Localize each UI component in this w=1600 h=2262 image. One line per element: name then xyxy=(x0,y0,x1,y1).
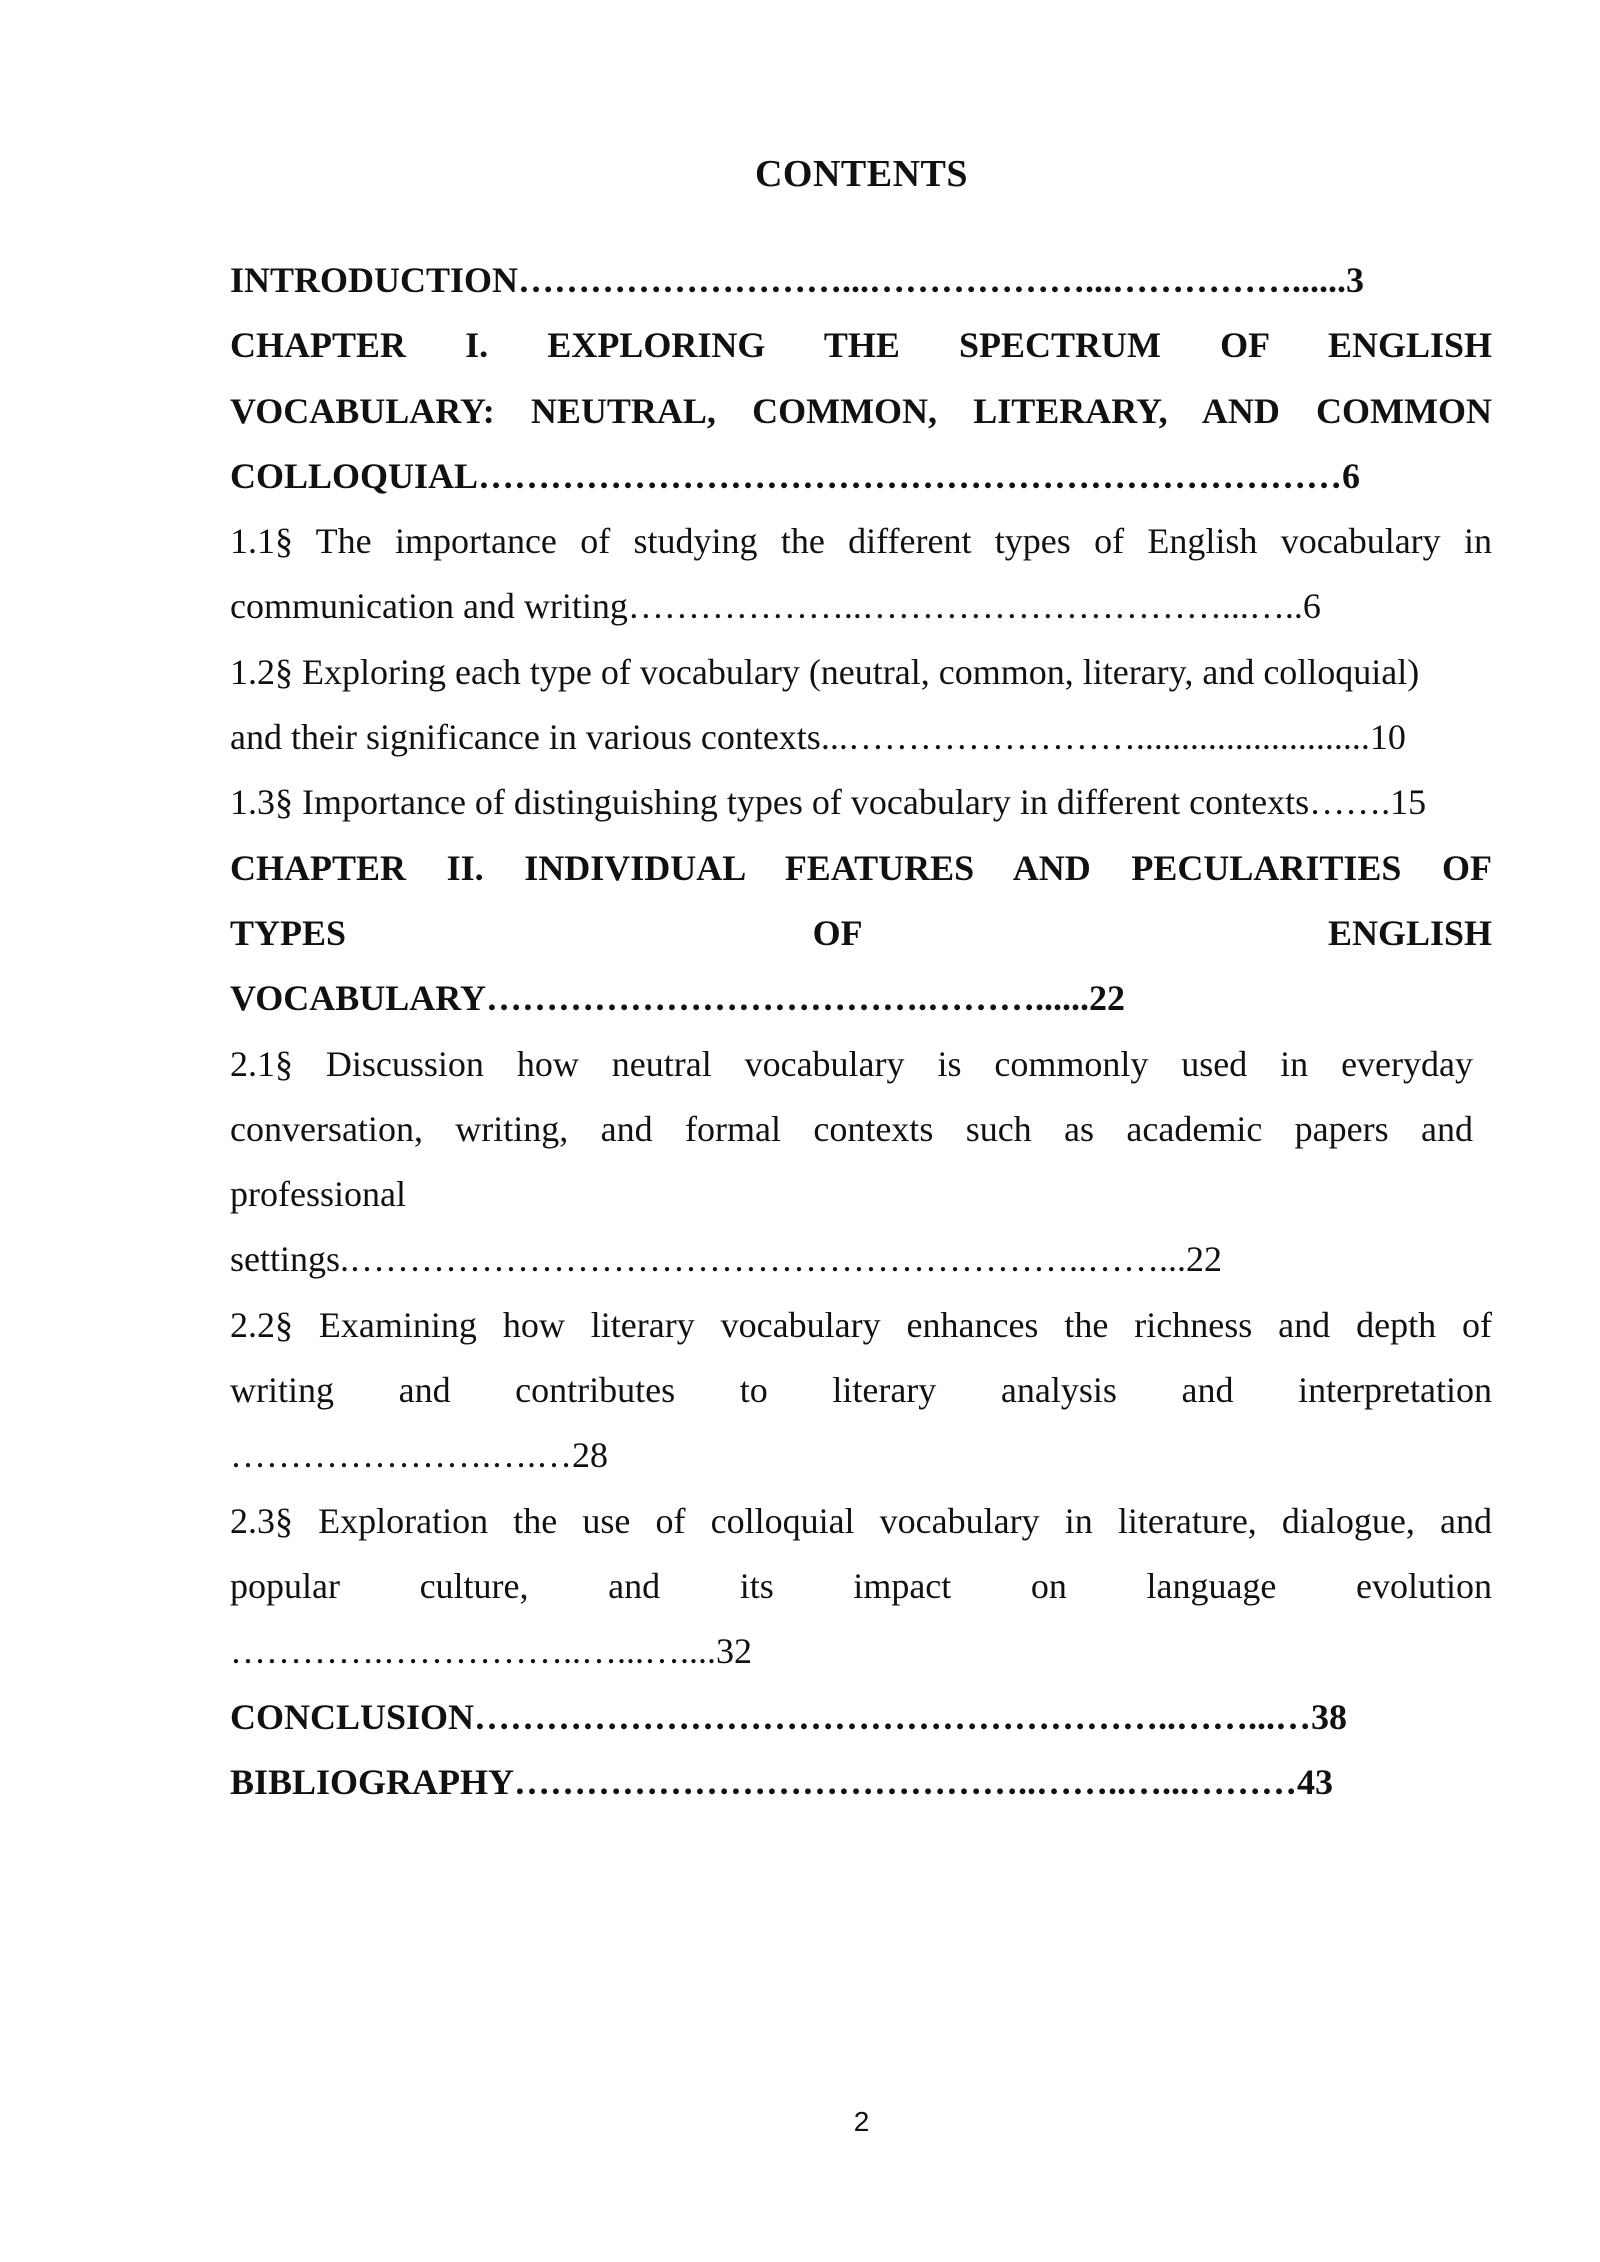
toc-chapter-1-title-line-2[interactable]: VOCABULARY: NEUTRAL, COMMON, LITERARY, AND COMMON xyxy=(230,390,1492,431)
page-title: CONTENTS xyxy=(754,153,969,195)
toc-entry-introduction[interactable]: INTRODUCTION………………………...………………...……………......3 xyxy=(230,260,1365,300)
toc-entry-2-2-line-3[interactable]: ………………….….…28 xyxy=(230,1435,608,1476)
toc-chapter-1-title-line-1[interactable]: CHAPTER I. EXPLORING THE SPECTRUM OF ENGLISH xyxy=(230,325,1492,366)
toc-entry-2-2-line-2[interactable]: writing and contributes to literary analysis and interpretation xyxy=(230,1370,1492,1411)
toc-chapter-2-title-line-1[interactable]: CHAPTER II. INDIVIDUAL FEATURES AND PECULARITIES OF xyxy=(230,847,1492,888)
toc-entry-1-2-line-2[interactable]: and their significance in various contexts...……………………..........................10 xyxy=(230,717,1406,758)
page-number: 2 xyxy=(853,2106,870,2137)
toc-entry-bibliography[interactable]: BIBLIOGRAPHY……………………………………..……..…...………43 xyxy=(230,1761,1334,1802)
toc-chapter-2-title-line-3[interactable]: VOCABULARY……………………………….………......22 xyxy=(230,978,1126,1019)
toc-entry-1-2-line-1[interactable]: 1.2§ Exploring each type of vocabulary (neutral, common, literary, and colloquial) xyxy=(230,651,1420,692)
toc-entry-2-3-line-3[interactable]: ………….……………..…...…....32 xyxy=(230,1631,752,1672)
toc-entry-2-3-line-2[interactable]: popular culture, and its impact on language evolution xyxy=(230,1565,1492,1606)
toc-entry-2-1-line-3[interactable]: professional xyxy=(230,1174,406,1215)
toc-chapter-2-title-line-2[interactable]: TYPES OF ENGLISH xyxy=(230,912,1492,953)
toc-entry-2-1-line-4[interactable]: settings.……………………………………………………..……...22 xyxy=(230,1239,1223,1280)
toc-entry-2-1-line-2[interactable]: conversation, writing, and formal contexts such as academic papers and xyxy=(230,1108,1473,1149)
toc-entry-1-1-line-2[interactable]: communication and writing………………..…………………………...…..6 xyxy=(230,586,1321,627)
table-of-contents xyxy=(230,248,1492,1815)
toc-chapter-1-title-line-3[interactable]: COLLOQUIAL………………………………………………………………6 xyxy=(230,455,1361,496)
toc-entry-2-2-line-1[interactable]: 2.2§ Examining how literary vocabulary enhances the richness and depth of xyxy=(230,1304,1492,1345)
toc-entry-1-1-line-1[interactable]: 1.1§ The importance of studying the different types of English vocabulary in xyxy=(230,521,1492,562)
toc-entry-2-3-line-1[interactable]: 2.3§ Exploration the use of colloquial vocabulary in literature, dialogue, and xyxy=(230,1500,1492,1541)
toc-entry-2-1-line-1[interactable]: 2.1§ Discussion how neutral vocabulary is commonly used in everyday xyxy=(230,1043,1473,1084)
toc-entry-conclusion[interactable]: CONCLUSION…………………………………………………..……...…38 xyxy=(230,1696,1348,1737)
toc-entry-1-3[interactable]: 1.3§ Importance of distinguishing types of vocabulary in different contexts…….15 xyxy=(230,782,1427,823)
